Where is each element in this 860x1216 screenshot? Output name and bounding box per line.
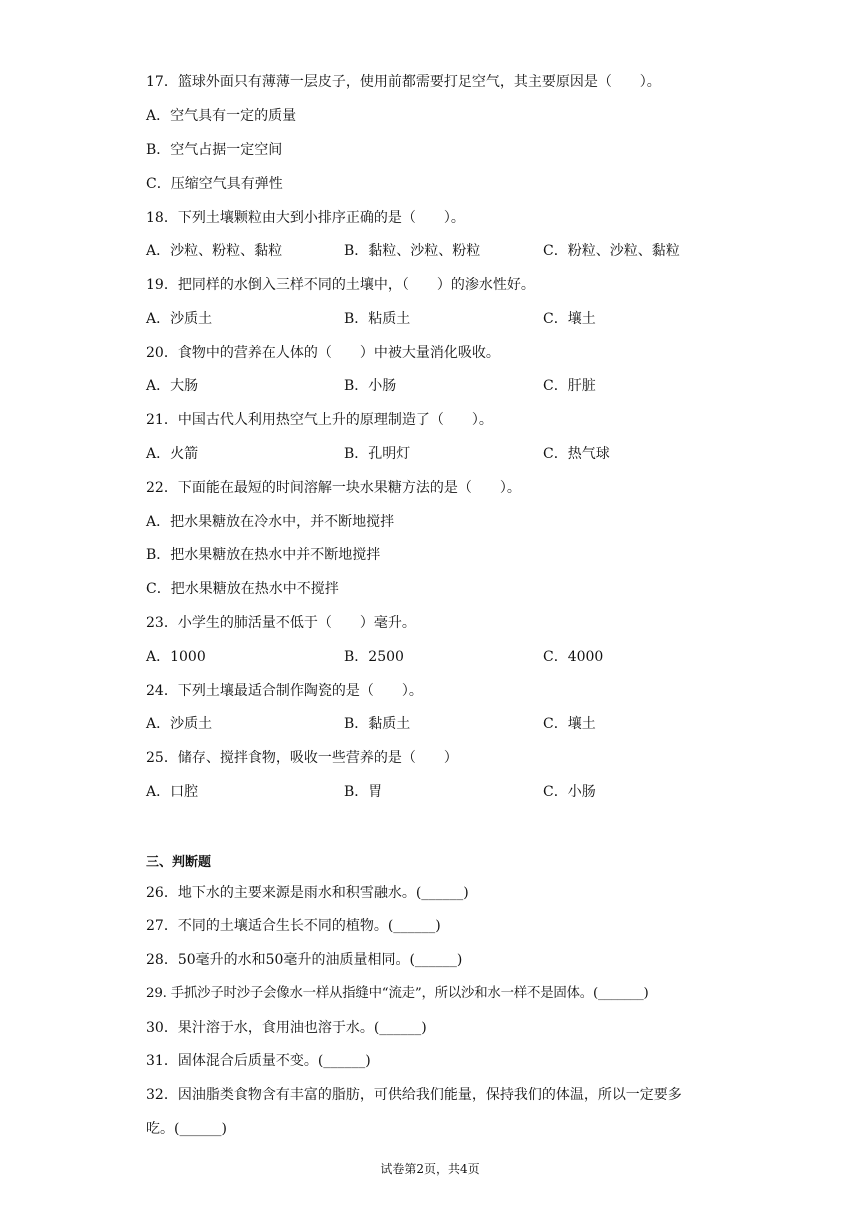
question-32-line-1: 32．因油脂类食物含有丰富的脂肪，可供给我们能量，保持我们的体温，所以一定要多 [146,1087,682,1103]
question-22-option-a: A．把水果糖放在冷水中，并不断地搅拌 [146,514,395,530]
question-22-stem: 22．下面能在最短的时间溶解一块水果糖方法的是（ ）。 [146,480,521,496]
question-18-option-b: B．黏粒、沙粒、粉粒 [344,243,481,259]
question-20-option-c: C．肝脏 [543,378,596,394]
question-19-option-a: A．沙质土 [146,311,213,327]
question-23-option-c: C．4000 [543,649,604,665]
question-28: 28．50毫升的水和50毫升的油质量相同。(______) [146,952,463,968]
question-19-option-b: B．粘质土 [344,311,411,327]
question-24-option-b: B．黏质土 [344,716,411,732]
question-31: 31．固体混合后质量不变。(______) [146,1053,371,1069]
question-17-option-b: B．空气占据一定空间 [146,142,283,158]
question-23-option-a: A．1000 [146,649,206,665]
question-21-option-b: B．孔明灯 [344,446,411,462]
question-29: 29. 手抓沙子时沙子会像水一样从指缝中“流走”，所以沙和水一样不是固体。(_______) [146,986,649,1001]
question-20-stem: 20．食物中的营养在人体的（ ）中被大量消化吸收。 [146,345,500,361]
question-17-option-c: C．压缩空气具有弹性 [146,176,283,192]
question-23-option-b: B．2500 [344,649,404,665]
question-26: 26．地下水的主要来源是雨水和积雪融水。(______) [146,885,469,901]
question-27: 27．不同的土壤适合生长不同的植物。(______) [146,918,441,934]
question-24-option-a: A．沙质土 [146,716,213,732]
question-19-stem: 19．把同样的水倒入三样不同的土壤中，（ ）的渗水性好。 [146,277,535,293]
question-25-option-a: A．口腔 [146,784,199,800]
question-22-option-c: C．把水果糖放在热水中不搅拌 [146,581,339,597]
question-21-option-c: C．热气球 [543,446,610,462]
question-20-option-b: B．小肠 [344,378,397,394]
page-footer: 试卷第2页，共4页 [380,1162,480,1176]
question-21-stem: 21．中国古代人利用热空气上升的原理制造了（ ）。 [146,412,493,428]
question-18-option-c: C．粉粒、沙粒、黏粒 [543,243,680,259]
question-18-stem: 18．下列土壤颗粒由大到小排序正确的是（ ）。 [146,210,465,226]
section-heading-true-false: 三、判断题 [146,855,212,870]
question-32-line-2: 吃。(______) [146,1121,227,1137]
question-23-stem: 23．小学生的肺活量不低于（ ）毫升。 [146,615,416,631]
question-17-option-a: A．空气具有一定的质量 [146,108,297,124]
question-20-option-a: A．大肠 [146,378,199,394]
question-21-option-a: A．火箭 [146,446,199,462]
question-24-option-c: C．壤土 [543,716,596,732]
question-22-option-b: B．把水果糖放在热水中并不断地搅拌 [146,547,381,563]
question-24-stem: 24．下列土壤最适合制作陶瓷的是（ ）。 [146,683,423,699]
question-19-option-c: C．壤土 [543,311,596,327]
question-30: 30．果汁溶于水，食用油也溶于水。(______) [146,1020,427,1036]
question-18-option-a: A．沙粒、粉粒、黏粒 [146,243,283,259]
question-25-option-b: B．胃 [344,784,383,800]
question-25-option-c: C．小肠 [543,784,596,800]
question-17-stem: 17．篮球外面只有薄薄一层皮子，使用前都需要打足空气，其主要原因是（ ）。 [146,74,661,90]
question-25-stem: 25．储存、搅拌食物，吸收一些营养的是（ ） [146,750,458,766]
